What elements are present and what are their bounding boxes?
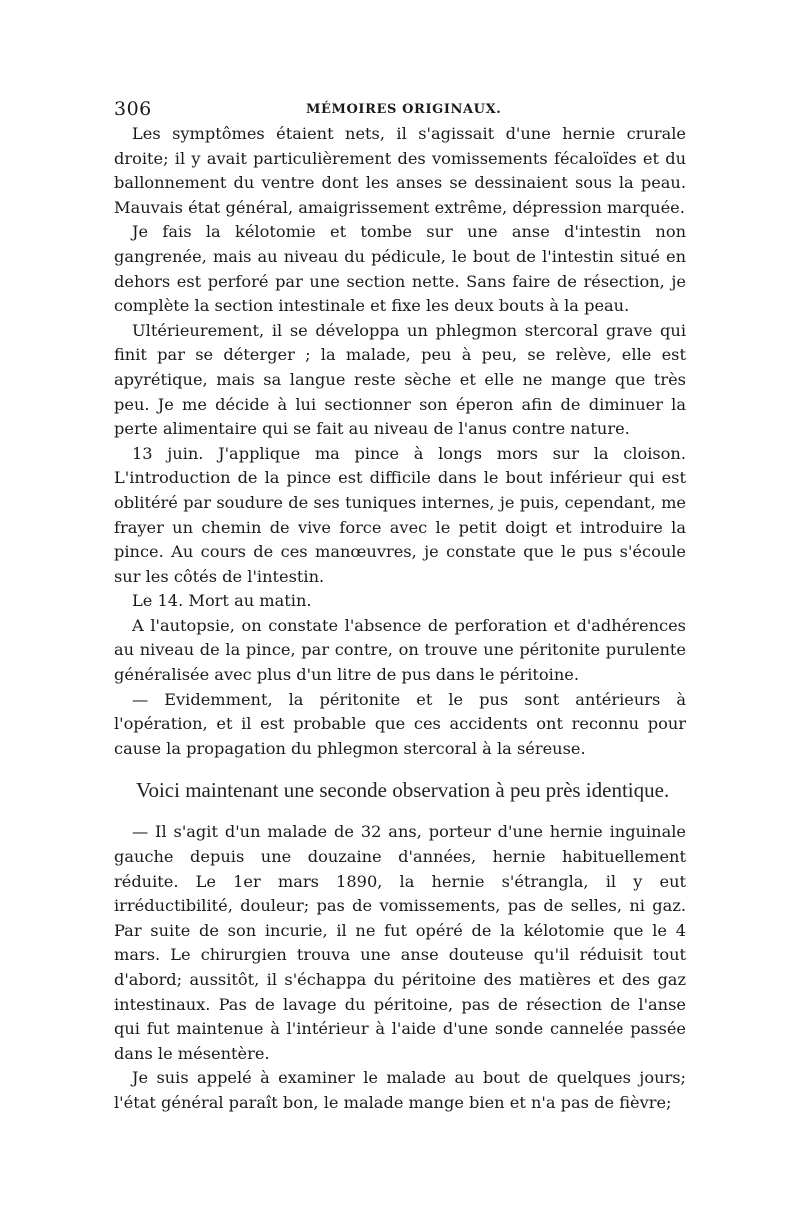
- running-title: MÉMOIRES ORIGINAUX.: [306, 102, 502, 117]
- paragraph: A l'autopsie, on constate l'absence de perforation et d'adhérences au niveau de la pince, par contre, on trouve une péritonite purulente généralisée avec plus d'un litre de pus dans le péritoine.: [114, 615, 686, 685]
- paragraph: — Il s'agit d'un malade de 32 ans, porteur d'une hernie inguinale gauche depuis une douzaine d'années, hernie habituellement réduite. Le 1er mars 1890, la hernie s'étrangla, il y eut irréductibilité, douleur; pas de vomissements, pas de selles, ni gaz. Par suite de son incurie, il ne fut opéré de la kélotomie que le 4 mars. Le chirurgien trouva une anse douteuse qu'il réduisit tout d'abord; aussitôt, il s'échappa du péritoine des matières et des gaz intestinaux. Pas de lavage du péritoine, pas de résection de l'anse qui fut maintenue à l'intérieur à l'aide d'une sonde cannelée passée dans le mésentère.: [114, 822, 686, 1063]
- paragraph: Ultérieurement, il se développa un phlegmon stercoral grave qui finit par se déterger ; la malade, peu à peu, se relève, elle est apyrétique, mais sa langue reste sèche et elle ne mange que très peu. Je me décide à lui sectionner son éperon afin de diminuer la perte alimentaire qui se fait au niveau de l'anus contre nature.: [114, 320, 686, 439]
- body-text-bottom: [114, 820, 686, 1115]
- paragraph: Je suis appelé à examiner le malade au bout de quelques jours; l'état général paraît bon, le malade mange bien et n'a pas de fièvre;: [114, 1068, 686, 1112]
- paragraph: Le 14. Mort au matin.: [132, 591, 312, 611]
- paragraph: 13 juin. J'applique ma pince à longs mors sur la cloison. L'introduction de la pince est difficile dans le bout inférieur qui est oblitéré par soudure de ses tuniques internes, je puis, cependant, me frayer un chemin de vive force avec le petit doigt et introduire la pince. Au cours de ces manœuvres, je constate que le pus s'écoule sur les côtés de l'intestin.: [114, 443, 686, 586]
- paragraph: Les symptômes étaient nets, il s'agissait d'une hernie crurale droite; il y avait particulièrement des vomissements fécaloïdes et du ballonnement du ventre dont les anses se dessinaient sous la peau. Mauvais état général, amaigrissement extrême, dépression marquée.: [114, 124, 686, 217]
- paragraph: Je fais la kélotomie et tombe sur une anse d'intestin non gangrenée, mais au niveau du pédicule, le bout de l'intestin situé en dehors est perforé par une section nette. Sans faire de résection, je complète la section intestinale et fixe les deux bouts à la peau.: [114, 222, 686, 316]
- section-intro-line: Voici maintenant une seconde observation à peu près identique.: [136, 778, 670, 803]
- book-page: [114, 92, 686, 1116]
- body-text-top: [114, 122, 686, 761]
- paragraph: — Evidemment, la péritonite et le pus sont antérieurs à l'opération, et il est probable que ces accidents ont reconnu pour cause la propagation du phlegmon stercoral à la séreuse.: [114, 689, 686, 758]
- page-number: 306: [114, 98, 152, 120]
- page-header: [114, 92, 686, 122]
